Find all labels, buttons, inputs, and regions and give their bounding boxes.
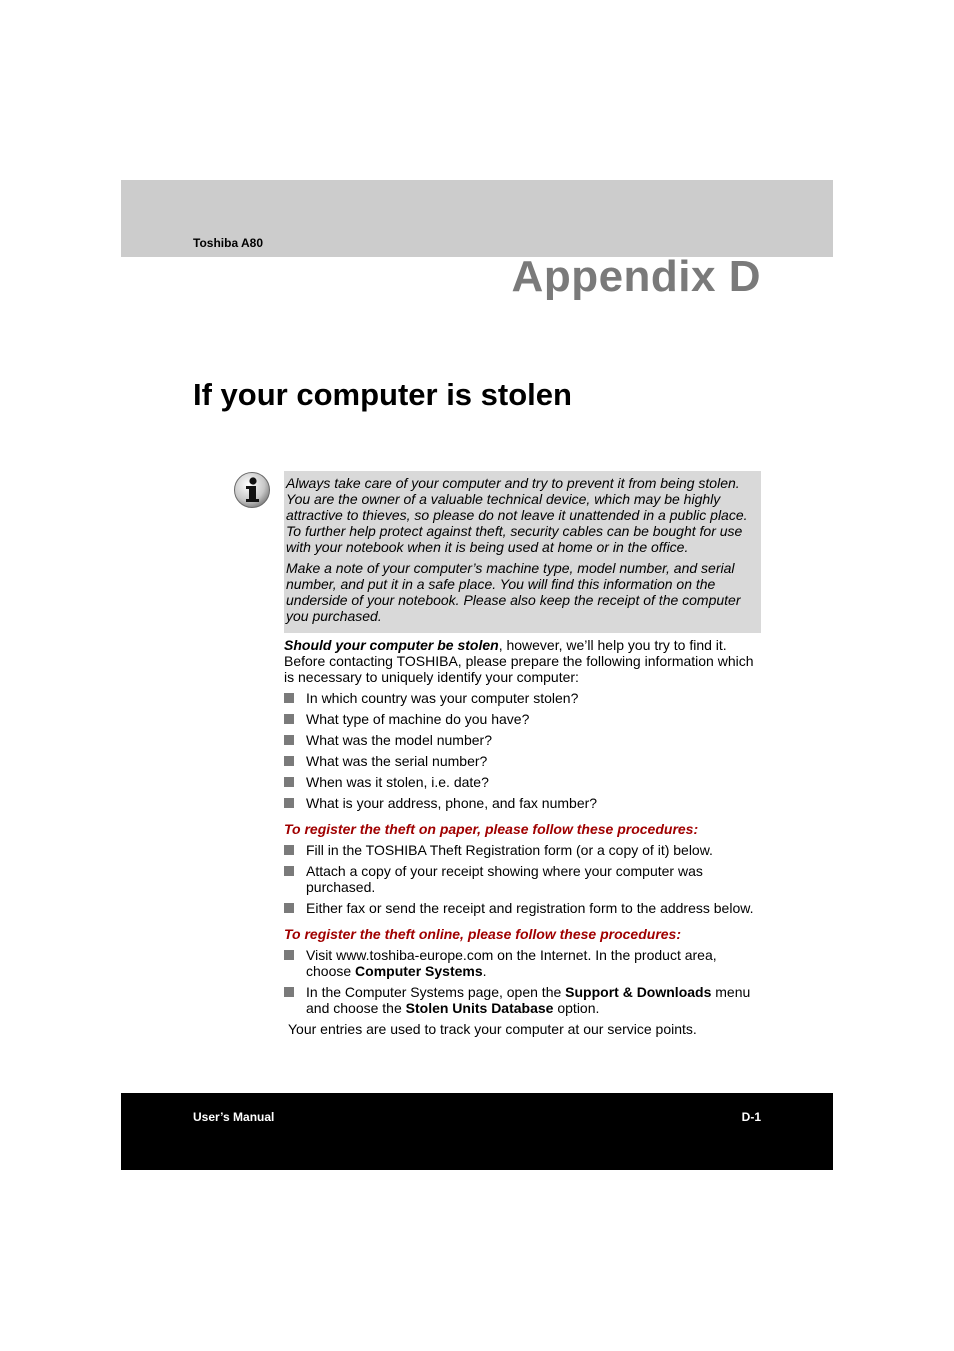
- note-paragraph: Always take care of your computer and try to prevent it from being stolen. You are the owner of a valuable technical device, which may be highly attractive to thieves, so please do not leave it unattended in a public place. To further help protect against theft, security cables can be bought for use with your notebook when it is being used at home or in the office.: [286, 475, 748, 555]
- footer-manual-label: User’s Manual: [193, 1110, 275, 1124]
- note-paragraph: Make a note of your computer’s machine type, model number, and serial number, and put it in a safe place. You will find this information on the underside of your notebook. Please also keep the receipt of the computer you purchased.: [286, 560, 741, 624]
- list-item: What type of machine do you have?: [284, 711, 764, 727]
- list-item: Either fax or send the receipt and registration form to the address below.: [284, 900, 764, 916]
- list-item: What was the serial number?: [284, 753, 764, 769]
- bullet-square-icon: [284, 693, 294, 703]
- bullet-square-icon: [284, 903, 294, 913]
- online-steps-list: [284, 947, 764, 1016]
- list-item: Visit www.toshiba-europe.com on the Internet. In the product area, choose Computer Systems.: [284, 947, 764, 979]
- intro-bold: Should your computer be stolen: [284, 637, 499, 653]
- list-item: When was it stolen, i.e. date?: [284, 774, 764, 790]
- bullet-square-icon: [284, 756, 294, 766]
- main-content: [284, 637, 764, 1037]
- paper-steps-list: [284, 842, 764, 916]
- bullet-square-icon: [284, 950, 294, 960]
- header-product-name: Toshiba A80: [193, 236, 264, 250]
- list-item: In the Computer Systems page, open the Support & Downloads menu and choose the Stolen Units Database option.: [284, 984, 764, 1016]
- intro-text: , however, we’ll help you try to find it. Before contacting TOSHIBA, please prepare the following information which is necessary to uniquely identify your computer:: [284, 637, 754, 685]
- bullet-square-icon: [284, 845, 294, 855]
- list-item: What was the model number?: [284, 732, 764, 748]
- bullet-square-icon: [284, 798, 294, 808]
- list-item: In which country was your computer stolen?: [284, 690, 764, 706]
- list-item: What is your address, phone, and fax number?: [284, 795, 764, 811]
- note-box: [284, 471, 761, 633]
- bullet-square-icon: [284, 777, 294, 787]
- appendix-title: Appendix D: [511, 252, 761, 301]
- bullet-square-icon: [284, 714, 294, 724]
- bullet-square-icon: [284, 987, 294, 997]
- footer-page-number: D-1: [741, 1110, 761, 1124]
- footer-band: [121, 1093, 833, 1170]
- closing-paragraph: Your entries are used to track your computer at our service points.: [288, 1021, 697, 1037]
- bullet-square-icon: [284, 866, 294, 876]
- info-icon: [233, 471, 271, 509]
- intro-paragraph: [284, 637, 764, 685]
- list-item: Attach a copy of your receipt showing where your computer was purchased.: [284, 863, 764, 895]
- section-title: If your computer is stolen: [193, 377, 572, 412]
- bullet-square-icon: [284, 735, 294, 745]
- online-procedure-heading: To register the theft online, please follow these procedures:: [284, 926, 681, 942]
- list-item: Fill in the TOSHIBA Theft Registration form (or a copy of it) below.: [284, 842, 764, 858]
- question-list: [284, 690, 764, 811]
- paper-procedure-heading: To register the theft on paper, please follow these procedures:: [284, 821, 699, 837]
